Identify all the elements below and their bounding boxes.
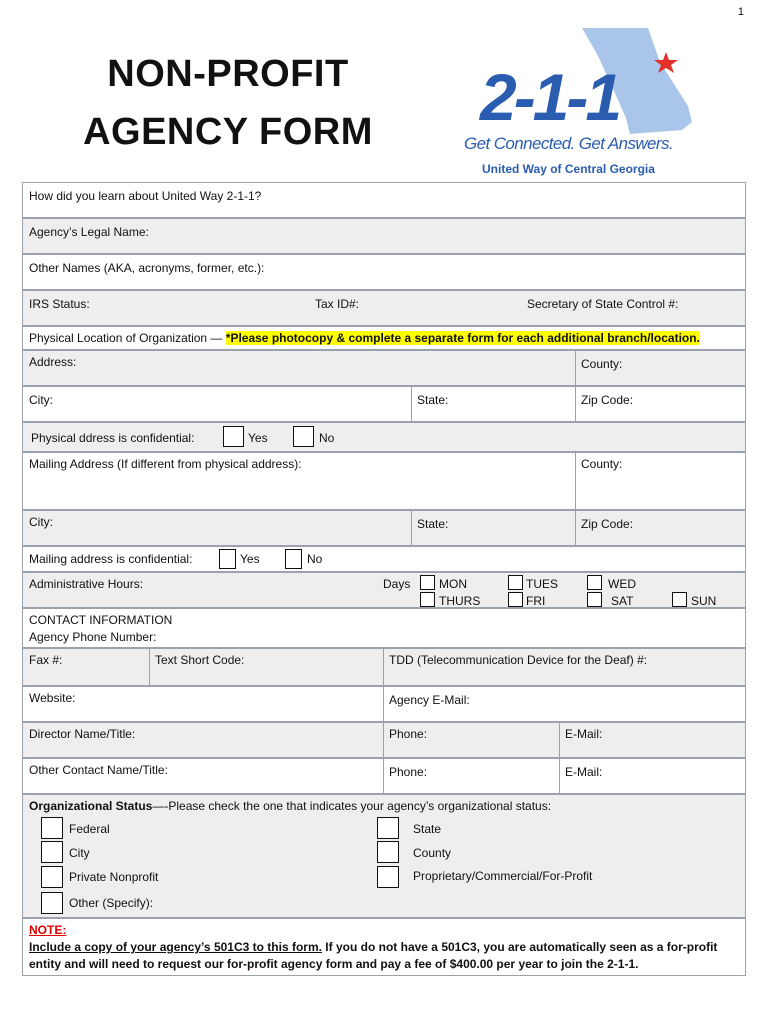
state-checkbox[interactable] (377, 817, 399, 839)
tdd-label: TDD (Telecommunication Device for the Deaf) #: (389, 653, 648, 667)
federal-label: Federal (69, 822, 110, 836)
page-title-line1: NON-PROFIT (107, 53, 349, 95)
org-status-instruction: —-Please check the one that indicates your agency’s organizational status: (152, 799, 552, 813)
director-email-label: E-Mail: (565, 727, 603, 741)
row-physical-confidential (22, 422, 746, 452)
other-checkbox[interactable] (41, 892, 63, 914)
agency-email-label: Agency E-Mail: (389, 693, 470, 707)
thurs-label: THURS (439, 594, 481, 608)
divider (383, 759, 384, 793)
note-label: NOTE: (29, 923, 67, 937)
learn-label: How did you learn about United Way 2-1-1? (29, 189, 262, 203)
website-label: Website: (29, 691, 76, 705)
contact-info-heading: CONTACT INFORMATION (29, 613, 173, 627)
mailing-confidential-yes-checkbox[interactable] (219, 549, 236, 569)
federal-checkbox[interactable] (41, 817, 63, 839)
divider (383, 649, 384, 685)
row-contact-info[interactable] (22, 608, 746, 648)
yes-label: Yes (248, 431, 268, 445)
legal-name-label: Agency’s Legal Name: (29, 225, 149, 239)
state-label: State: (417, 393, 449, 407)
page-title-line2: AGENCY FORM (83, 111, 373, 153)
fax-label: Fax #: (29, 653, 63, 667)
note-text (29, 939, 729, 973)
fri-checkbox[interactable] (508, 592, 523, 607)
sat-checkbox[interactable] (587, 592, 602, 607)
days-label: Days (383, 577, 411, 591)
row-website[interactable] (22, 686, 746, 722)
other-names-label: Other Names (AKA, acronyms, former, etc.): (29, 261, 265, 275)
row-physical-location (22, 326, 746, 350)
other-phone-label: Phone: (389, 765, 428, 779)
logo-tagline: Get Connected. Get Answers. (464, 134, 674, 153)
divider (411, 387, 412, 421)
row-legal-name[interactable] (22, 218, 746, 254)
row-other-names[interactable] (22, 254, 746, 290)
other-contact-label: Other Contact Name/Title: (29, 763, 168, 777)
mailing-address-label: Mailing Address (If different from physical address): (29, 457, 302, 471)
mailing-zip-label: Zip Code: (581, 517, 634, 531)
private-nonprofit-checkbox[interactable] (41, 866, 63, 888)
physical-confidential-no-checkbox[interactable] (293, 426, 314, 447)
director-label: Director Name/Title: (29, 727, 136, 741)
no-label: No (319, 431, 335, 445)
note-underlined: Include a copy of your agency’s 501C3 to this form. (29, 940, 322, 954)
fri-label: FRI (526, 594, 546, 608)
county-checkbox[interactable] (377, 841, 399, 863)
row-fax[interactable] (22, 648, 746, 686)
mailing-city-label: City: (29, 515, 53, 529)
sun-label: SUN (691, 594, 717, 608)
divider (383, 687, 384, 721)
state-option-label: State (413, 822, 442, 836)
row-mailing-confidential (22, 546, 746, 572)
page-number: 1 (737, 6, 744, 18)
note-rest: If you do not have a 501C3, you are automatically seen as a for-profit entity and will need to request our for-profit agency form and pay a fee of $400.00 per year to join the 2-1-1. (29, 940, 718, 971)
city-label: City: (29, 393, 53, 407)
mailing-confidential-label: Mailing address is confidential: (29, 552, 193, 566)
row-note (22, 918, 746, 976)
zip-label: Zip Code: (581, 393, 634, 407)
city-option-label: City (69, 846, 90, 860)
irs-label: IRS Status: (29, 297, 90, 311)
county-label: County: (581, 357, 623, 371)
wed-checkbox[interactable] (587, 575, 602, 590)
mailing-state-label: State: (417, 517, 449, 531)
row-mailing-address[interactable] (22, 452, 746, 510)
private-nonprofit-label: Private Nonprofit (69, 870, 159, 884)
mailing-county-label: County: (581, 457, 623, 471)
row-city[interactable] (22, 386, 746, 422)
divider (575, 511, 576, 545)
mailing-confidential-no-checkbox[interactable] (285, 549, 302, 569)
logo-211-text: 2-1-1 (480, 60, 620, 134)
divider (411, 511, 412, 545)
row-org-status (22, 794, 746, 918)
other-email-label: E-Mail: (565, 765, 603, 779)
city-checkbox[interactable] (41, 841, 63, 863)
proprietary-checkbox[interactable] (377, 866, 399, 888)
physical-confidential-yes-checkbox[interactable] (223, 426, 244, 447)
tax-id-label: Tax ID#: (315, 297, 360, 311)
divider (575, 387, 576, 421)
physical-prefix: Physical Location of Organization — (29, 331, 223, 345)
united-way-211-logo (460, 22, 710, 182)
row-irs[interactable] (22, 290, 746, 326)
text-short-code-label: Text Short Code: (155, 653, 245, 667)
proprietary-label: Proprietary/Commercial/For-Profit (413, 869, 593, 883)
thurs-checkbox[interactable] (420, 592, 435, 607)
sos-label: Secretary of State Control #: (527, 297, 679, 311)
sat-label: SAT (611, 594, 634, 608)
divider (149, 649, 150, 685)
row-admin-hours (22, 572, 746, 608)
admin-hours-label: Administrative Hours: (29, 577, 144, 591)
org-status-heading: Organizational Status (29, 799, 153, 813)
wed-label: WED (608, 577, 636, 591)
tues-label: TUES (526, 577, 559, 591)
mon-checkbox[interactable] (420, 575, 435, 590)
county-option-label: County (413, 846, 452, 860)
no-label: No (307, 552, 323, 566)
row-learn[interactable] (22, 182, 746, 218)
physical-note: *Please photocopy & complete a separate form for each additional branch/location. (225, 331, 700, 345)
physical-confidential-label: Physical ddress is confidential: (31, 431, 195, 445)
divider (559, 723, 560, 757)
sun-checkbox[interactable] (672, 592, 687, 607)
yes-label: Yes (240, 552, 260, 566)
divider (383, 723, 384, 757)
row-other-contact[interactable] (22, 758, 746, 794)
director-phone-label: Phone: (389, 727, 428, 741)
divider (575, 351, 576, 385)
logo-org: United Way of Central Georgia (482, 162, 655, 176)
divider (575, 453, 576, 509)
other-specify-label: Other (Specify): (69, 896, 154, 910)
divider (559, 759, 560, 793)
row-mailing-city[interactable] (22, 510, 746, 546)
mon-label: MON (439, 577, 467, 591)
tues-checkbox[interactable] (508, 575, 523, 590)
address-label: Address: (29, 355, 77, 369)
row-address[interactable] (22, 350, 746, 386)
agency-phone-label: Agency Phone Number: (29, 630, 157, 644)
row-director[interactable] (22, 722, 746, 758)
